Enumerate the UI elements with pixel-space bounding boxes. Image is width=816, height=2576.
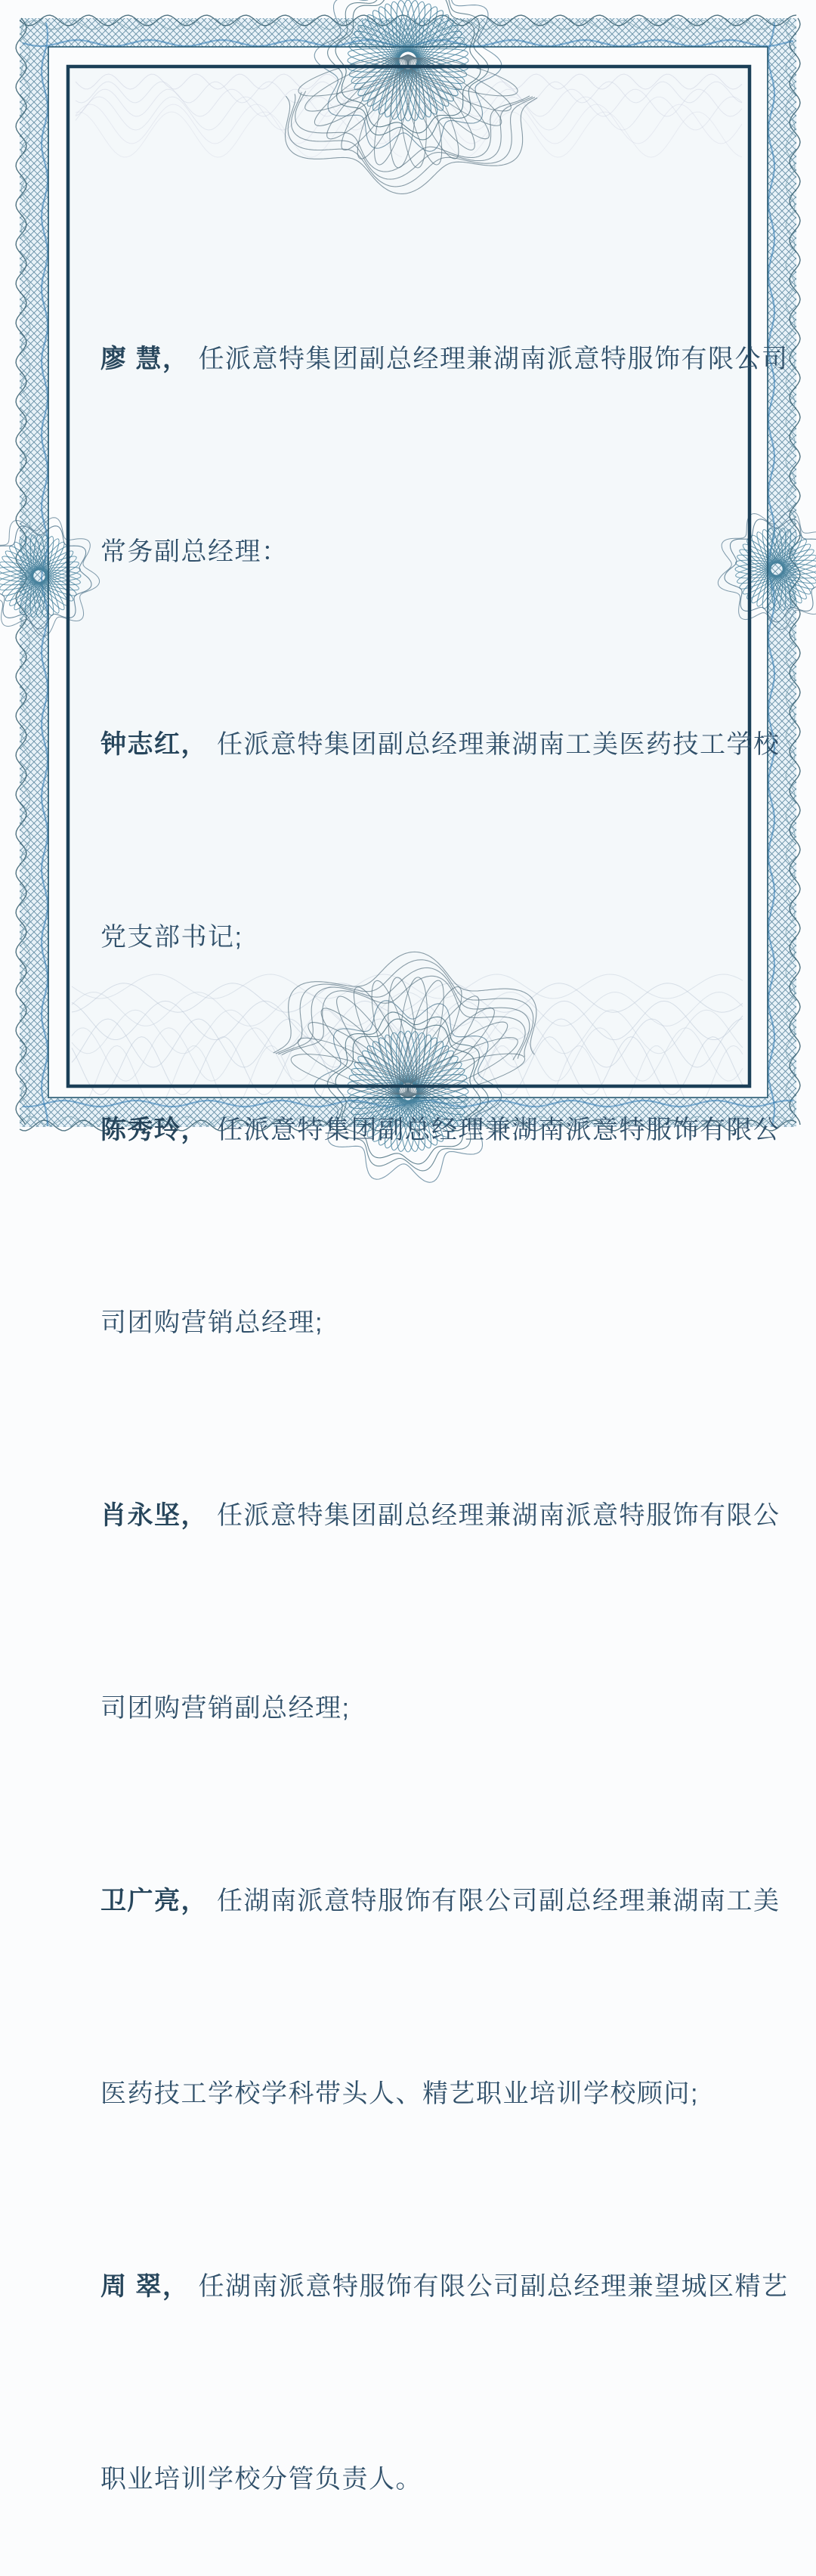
appointment-text: 任派意特集团副总经理兼湖南派意特服饰有限公司: [198, 345, 789, 373]
appointment-text: 任派意特集团副总经理兼湖南派意特服饰有限公: [217, 1116, 780, 1144]
person-name: 肖永坚，: [100, 1501, 208, 1530]
text-line: [100, 2255, 789, 2319]
person-name: 廖 慧，: [100, 345, 190, 373]
text-line: [100, 327, 789, 392]
person-name: 钟志红，: [100, 730, 208, 759]
person-name: 陈秀玲，: [100, 1116, 208, 1144]
person-name: 卫广亮，: [100, 1887, 208, 1915]
appointment-text: 党支部书记;: [100, 923, 243, 952]
appointment-text: 常务副总经理：: [100, 537, 289, 566]
appointment-text: 任湖南派意特服饰有限公司副总经理兼湖南工美: [217, 1887, 780, 1915]
text-line: [100, 520, 750, 584]
appointment-text: 任派意特集团副总经理兼湖南派意特服饰有限公: [217, 1501, 780, 1530]
text-line: [100, 713, 780, 777]
appointment-text: 司团购营销总经理;: [100, 1308, 323, 1337]
text-line: [100, 1484, 780, 1548]
appointment-text: 医药技工学校学科带头人、精艺职业培训学校顾问;: [100, 2079, 699, 2108]
person-name: 周 翠，: [100, 2272, 190, 2301]
appointment-text: 职业培训学校分管负责人。: [100, 2465, 422, 2494]
text-line: [100, 2448, 750, 2512]
text-line: [100, 1869, 780, 1934]
appointment-text: 任湖南派意特服饰有限公司副总经理兼望城区精艺: [198, 2272, 789, 2301]
appointment-text: 任派意特集团副总经理兼湖南工美医药技工学校: [217, 730, 780, 759]
text-line: [100, 2062, 750, 2126]
appointment-list: [100, 199, 789, 2576]
text-line: [100, 1677, 750, 1741]
appointment-text: 司团购营销副总经理;: [100, 1694, 351, 1723]
text-line: [100, 1291, 750, 1355]
text-line: [100, 906, 750, 970]
text-line: [100, 1098, 780, 1163]
